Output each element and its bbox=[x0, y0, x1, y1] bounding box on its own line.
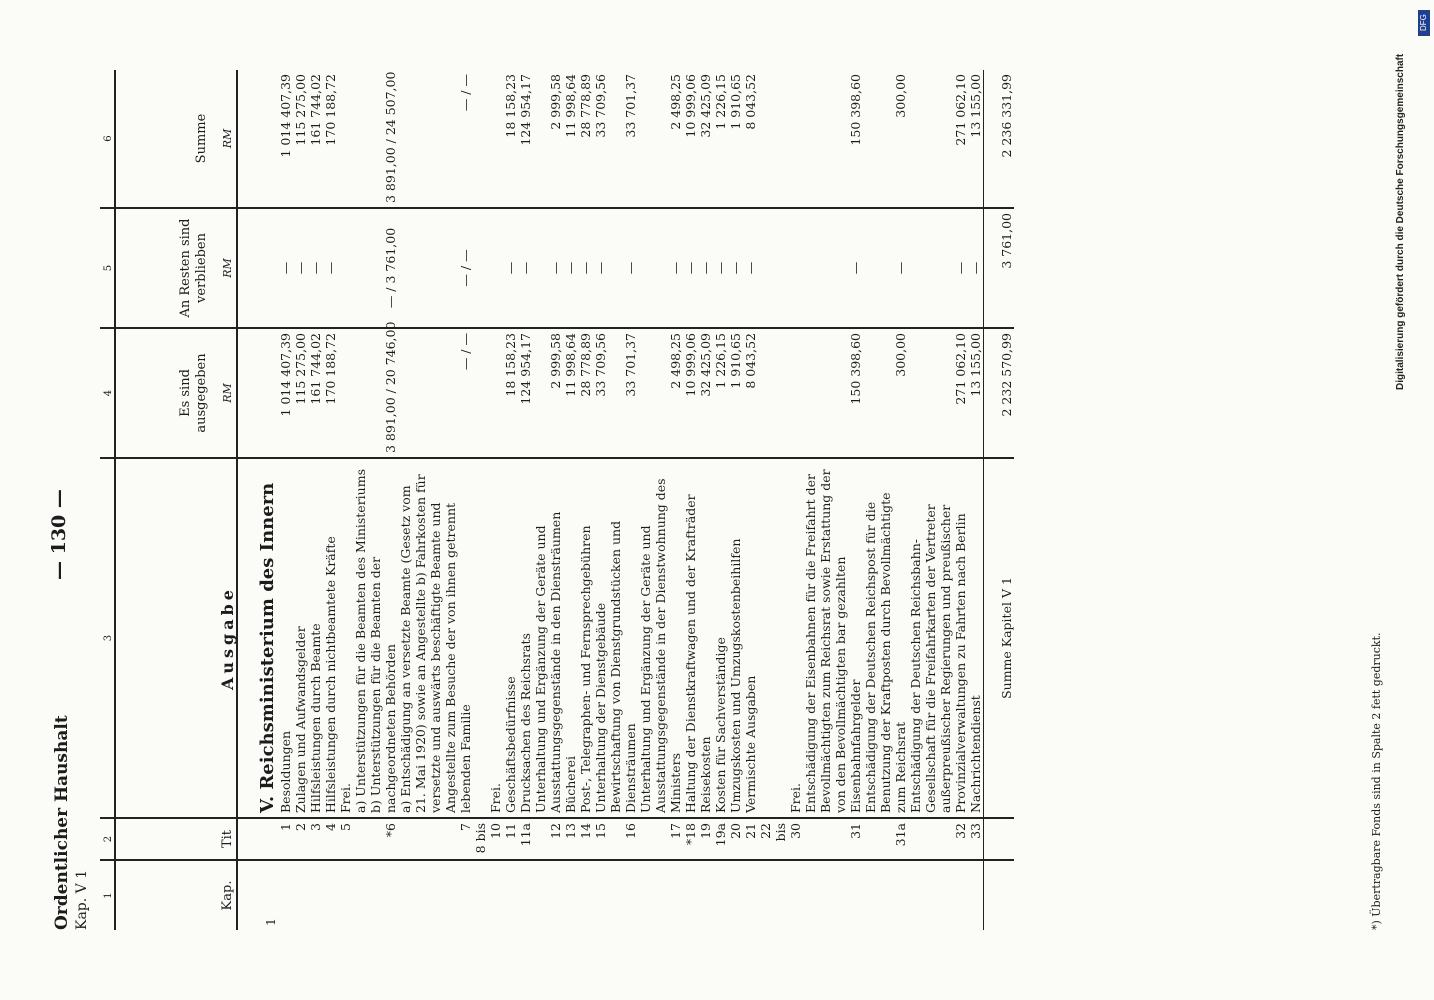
section-empty-6 bbox=[237, 70, 278, 208]
row-ausgegeben: 300,00 bbox=[863, 328, 908, 458]
footnote: *) Übertragbare Fonds sind in Spalte 2 fett gedruckt. bbox=[1370, 632, 1383, 930]
header-resten-label: An Resten sind verblieben bbox=[178, 218, 209, 318]
row-kap bbox=[533, 860, 563, 930]
page-number: — 130 — bbox=[48, 489, 70, 580]
table-row bbox=[533, 70, 563, 930]
header-ausgabe: Ausgabe bbox=[115, 458, 237, 818]
row-ausgegeben bbox=[338, 328, 353, 458]
col-number-1: 1 bbox=[100, 860, 115, 930]
row-summe bbox=[758, 70, 803, 208]
row-ausgegeben: 2 999,58 bbox=[533, 328, 563, 458]
table-row bbox=[728, 70, 743, 930]
row-summe: 8 043,52 bbox=[743, 70, 758, 208]
table-row bbox=[563, 70, 578, 930]
row-resten: — / — bbox=[398, 208, 473, 328]
total-label: Summe Kapitel V 1 bbox=[984, 458, 1015, 818]
row-summe: 10 999,06 bbox=[683, 70, 698, 208]
row-description: Vermischte Ausgaben bbox=[743, 458, 758, 818]
row-resten bbox=[758, 208, 803, 328]
row-description: Unterhaltung der Dienstgebäude bbox=[593, 458, 608, 818]
row-description: Bücherei bbox=[563, 458, 578, 818]
row-kap bbox=[323, 860, 338, 930]
row-summe bbox=[338, 70, 353, 208]
row-tit: 16 bbox=[608, 818, 638, 860]
row-resten: — bbox=[863, 208, 908, 328]
col-number-2: 2 bbox=[100, 818, 115, 860]
row-ausgegeben: 170 188,72 bbox=[323, 328, 338, 458]
row-ausgegeben: 271 062,10 bbox=[908, 328, 968, 458]
row-kap bbox=[743, 860, 758, 930]
row-resten: — bbox=[728, 208, 743, 328]
row-ausgegeben bbox=[473, 328, 503, 458]
chapter-label: Kap. V 1 bbox=[74, 869, 90, 930]
row-kap bbox=[728, 860, 743, 930]
row-tit: 11a bbox=[518, 818, 533, 860]
table-row bbox=[908, 70, 968, 930]
row-tit: 13 bbox=[563, 818, 578, 860]
table-row bbox=[578, 70, 593, 930]
total-row bbox=[984, 70, 1015, 930]
row-tit: 5 bbox=[338, 818, 353, 860]
row-tit: 1 bbox=[278, 818, 293, 860]
row-ausgegeben: 3 891,00 / 20 746,00 bbox=[353, 328, 398, 458]
row-summe: 271 062,10 bbox=[908, 70, 968, 208]
section-empty-5 bbox=[237, 208, 278, 328]
row-description: Nachrichtendienst bbox=[968, 458, 984, 818]
table-row bbox=[278, 70, 293, 930]
row-kap bbox=[578, 860, 593, 930]
row-resten: — bbox=[578, 208, 593, 328]
unit-label: RM bbox=[221, 128, 234, 149]
table-row bbox=[338, 70, 353, 930]
row-tit: 17 bbox=[638, 818, 683, 860]
table-row bbox=[323, 70, 338, 930]
dfg-logo: DFG bbox=[1418, 10, 1430, 36]
table-row bbox=[293, 70, 308, 930]
row-description: Hilfsleistungen durch Beamte bbox=[308, 458, 323, 818]
table-row bbox=[353, 70, 398, 930]
row-ausgegeben: 18 158,23 bbox=[503, 328, 518, 458]
header-kap: Kap. bbox=[115, 860, 237, 930]
section-empty-4 bbox=[237, 328, 278, 458]
col-number-4: 4 bbox=[100, 328, 115, 458]
row-description: a) Entschädigung an versetzte Beamte (Gesetz vom 21. Mai 1920) sowie an Angestellte b) Fahrkosten für versetzte und auswärts beschäftigte Beamte und Angestellte zum Besuche der von ihnen getrennt lebenden Familie bbox=[398, 458, 473, 818]
row-resten: — bbox=[308, 208, 323, 328]
table-row bbox=[608, 70, 638, 930]
row-summe: 32 425,09 bbox=[698, 70, 713, 208]
row-description: Entschädigung der Deutschen Reichsbahn-Gesellschaft für die Freifahrkarten der Vertreter außerpreußischer Regierungen und preußischer Provinzialverwaltungen zu Fahrten nach Berlin bbox=[908, 458, 968, 818]
row-kap bbox=[338, 860, 353, 930]
row-ausgegeben: 161 744,02 bbox=[308, 328, 323, 458]
row-tit: *6 bbox=[353, 818, 398, 860]
row-tit: *18 bbox=[683, 818, 698, 860]
ledger-table bbox=[100, 70, 1014, 930]
table-row bbox=[713, 70, 728, 930]
row-description: a) Unterstützungen für die Beamten des Ministeriums b) Unterstützungen für die Beamten der nachgeordneten Behörden bbox=[353, 458, 398, 818]
row-resten: — bbox=[278, 208, 293, 328]
row-ausgegeben: 10 999,06 bbox=[683, 328, 698, 458]
row-tit: 19 bbox=[698, 818, 713, 860]
row-resten: — bbox=[323, 208, 338, 328]
row-ausgegeben: 33 701,37 bbox=[608, 328, 638, 458]
row-description: Post-, Telegraphen- und Fernsprechgebühren bbox=[578, 458, 593, 818]
column-number-row bbox=[100, 70, 115, 930]
header-summe-label: Summe bbox=[194, 113, 209, 164]
row-description: Unterhaltung und Ergänzung der Geräte und Ausstattungsgegenstände in den Diensträumen bbox=[533, 458, 563, 818]
row-ausgegeben: 11 998,64 bbox=[563, 328, 578, 458]
row-summe: 115 275,00 bbox=[293, 70, 308, 208]
row-resten: — bbox=[503, 208, 518, 328]
table-row bbox=[473, 70, 503, 930]
row-summe: 3 891,00 / 24 507,00 bbox=[353, 70, 398, 208]
row-tit: 11 bbox=[503, 818, 518, 860]
row-description: Drucksachen des Reichsrats bbox=[518, 458, 533, 818]
row-tit: 4 bbox=[323, 818, 338, 860]
row-summe: 2 498,25 bbox=[638, 70, 683, 208]
row-resten: — bbox=[638, 208, 683, 328]
column-header-row bbox=[115, 70, 237, 930]
row-tit: 7 bbox=[398, 818, 473, 860]
digitization-credit: Digitalisierung gefördert durch die Deutsche Forschungsgemeinschaft bbox=[1395, 53, 1406, 390]
row-ausgegeben: 1 910,65 bbox=[728, 328, 743, 458]
row-description: Haltung der Dienstkraftwagen und der Krafträder bbox=[683, 458, 698, 818]
row-summe: 1 226,15 bbox=[713, 70, 728, 208]
row-description: Reisekosten bbox=[698, 458, 713, 818]
header-tit: Tit bbox=[115, 818, 237, 860]
row-summe: 1 014 407,39 bbox=[278, 70, 293, 208]
row-kap bbox=[278, 860, 293, 930]
row-tit: 31a bbox=[863, 818, 908, 860]
row-resten: — bbox=[608, 208, 638, 328]
row-tit: 20 bbox=[728, 818, 743, 860]
row-resten: — / 3 761,00 bbox=[353, 208, 398, 328]
row-kap bbox=[683, 860, 698, 930]
row-description: Besoldungen bbox=[278, 458, 293, 818]
row-kap bbox=[638, 860, 683, 930]
row-ausgegeben: 28 778,89 bbox=[578, 328, 593, 458]
col-number-6: 6 bbox=[100, 70, 115, 208]
row-resten: — bbox=[593, 208, 608, 328]
row-description: Entschädigung der Eisenbahnen für die Freifahrt der Bevollmächtigten zum Reichsrat sowie Erstattung der von den Bevollmächtigten bar gezahlten Eisenbahnfahrgelder bbox=[803, 458, 863, 818]
unit-label: RM bbox=[221, 383, 234, 403]
header-resten bbox=[115, 208, 237, 328]
row-kap bbox=[908, 860, 968, 930]
row-ausgegeben: 115 275,00 bbox=[293, 328, 308, 458]
header-ausgegeben bbox=[115, 328, 237, 458]
row-ausgegeben: 150 398,60 bbox=[803, 328, 863, 458]
row-kap bbox=[698, 860, 713, 930]
row-description: Hilfsleistungen durch nichtbeamtete Kräfte bbox=[323, 458, 338, 818]
row-ausgegeben: 33 709,56 bbox=[593, 328, 608, 458]
row-tit: 33 bbox=[968, 818, 984, 860]
row-kap bbox=[803, 860, 863, 930]
total-ausgegeben: 2 232 570,99 bbox=[984, 328, 1015, 458]
row-ausgegeben: — / — bbox=[398, 328, 473, 458]
row-description: Zulagen und Aufwandsgelder bbox=[293, 458, 308, 818]
row-kap bbox=[863, 860, 908, 930]
row-tit: 21 bbox=[743, 818, 758, 860]
row-description: Geschäftsbedürfnisse bbox=[503, 458, 518, 818]
table-row bbox=[683, 70, 698, 930]
table-row bbox=[743, 70, 758, 930]
row-kap bbox=[968, 860, 984, 930]
col-number-3: 3 bbox=[100, 458, 115, 818]
row-tit: 19a bbox=[713, 818, 728, 860]
row-kap bbox=[758, 860, 803, 930]
row-description: Frei. bbox=[338, 458, 353, 818]
table-row bbox=[308, 70, 323, 930]
section-kap: 1 bbox=[263, 918, 278, 926]
row-description: Kosten für Sachverständige bbox=[713, 458, 728, 818]
row-tit: 22 bis 30 bbox=[758, 818, 803, 860]
row-kap bbox=[713, 860, 728, 930]
budget-title: Ordentlicher Haushalt bbox=[52, 715, 72, 930]
row-summe bbox=[473, 70, 503, 208]
row-tit: 15 bbox=[593, 818, 608, 860]
row-kap bbox=[353, 860, 398, 930]
row-resten: — bbox=[518, 208, 533, 328]
row-summe: 1 910,65 bbox=[728, 70, 743, 208]
row-resten: — bbox=[803, 208, 863, 328]
row-tit: 2 bbox=[293, 818, 308, 860]
row-summe: 33 701,37 bbox=[608, 70, 638, 208]
row-description: Bewirtschaftung von Dienstgrundstücken und Diensträumen bbox=[608, 458, 638, 818]
row-kap bbox=[563, 860, 578, 930]
row-kap bbox=[518, 860, 533, 930]
table-row bbox=[758, 70, 803, 930]
total-resten: 3 761,00 bbox=[984, 208, 1015, 328]
row-ausgegeben: 124 954,17 bbox=[518, 328, 533, 458]
row-resten bbox=[473, 208, 503, 328]
row-kap bbox=[473, 860, 503, 930]
unit-label: RM bbox=[221, 258, 234, 278]
row-tit: 32 bbox=[908, 818, 968, 860]
row-description: Frei. bbox=[473, 458, 503, 818]
row-summe: 2 999,58 bbox=[533, 70, 563, 208]
row-resten: — bbox=[293, 208, 308, 328]
row-resten: — bbox=[908, 208, 968, 328]
row-kap bbox=[503, 860, 518, 930]
row-summe: — / — bbox=[398, 70, 473, 208]
row-description: Frei. bbox=[758, 458, 803, 818]
row-description: Unterhaltung und Ergänzung der Geräte und Ausstattungsgegenstände in der Dienstwohnung des Ministers bbox=[638, 458, 683, 818]
row-tit: 31 bbox=[803, 818, 863, 860]
row-summe: 28 778,89 bbox=[578, 70, 593, 208]
table-row bbox=[638, 70, 683, 930]
table-row bbox=[503, 70, 518, 930]
row-summe: 300,00 bbox=[863, 70, 908, 208]
ledger-body bbox=[237, 70, 984, 930]
row-ausgegeben: 13 155,00 bbox=[968, 328, 984, 458]
col-number-5: 5 bbox=[100, 208, 115, 328]
section-tit-empty bbox=[237, 818, 278, 860]
row-ausgegeben: 8 043,52 bbox=[743, 328, 758, 458]
row-description: Umzugskosten und Umzugskostenbeihilfen bbox=[728, 458, 743, 818]
row-ausgegeben bbox=[758, 328, 803, 458]
row-kap bbox=[593, 860, 608, 930]
row-summe: 124 954,17 bbox=[518, 70, 533, 208]
row-tit: 14 bbox=[578, 818, 593, 860]
section-title: V. Reichsministerium des Innern bbox=[237, 458, 278, 818]
row-summe: 18 158,23 bbox=[503, 70, 518, 208]
row-tit: 12 bbox=[533, 818, 563, 860]
row-ausgegeben: 1 226,15 bbox=[713, 328, 728, 458]
total-kap-empty bbox=[984, 860, 1015, 930]
row-summe: 13 155,00 bbox=[968, 70, 984, 208]
table-row bbox=[398, 70, 473, 930]
total-tit-empty bbox=[984, 818, 1015, 860]
row-kap bbox=[293, 860, 308, 930]
row-resten: — bbox=[683, 208, 698, 328]
row-summe: 150 398,60 bbox=[803, 70, 863, 208]
row-tit: 3 bbox=[308, 818, 323, 860]
section-row bbox=[237, 70, 278, 930]
row-kap bbox=[308, 860, 323, 930]
row-resten: — bbox=[968, 208, 984, 328]
table-row bbox=[518, 70, 533, 930]
row-summe: 170 188,72 bbox=[323, 70, 338, 208]
row-summe: 11 998,64 bbox=[563, 70, 578, 208]
table-row bbox=[968, 70, 984, 930]
row-ausgegeben: 1 014 407,39 bbox=[278, 328, 293, 458]
row-ausgegeben: 2 498,25 bbox=[638, 328, 683, 458]
table-row bbox=[863, 70, 908, 930]
table-row bbox=[803, 70, 863, 930]
row-ausgegeben: 32 425,09 bbox=[698, 328, 713, 458]
row-summe: 33 709,56 bbox=[593, 70, 608, 208]
row-kap bbox=[608, 860, 638, 930]
table-row bbox=[698, 70, 713, 930]
row-resten: — bbox=[533, 208, 563, 328]
header-ausgegeben-label: Es sind ausgegeben bbox=[178, 353, 209, 433]
row-resten: — bbox=[713, 208, 728, 328]
row-kap bbox=[398, 860, 473, 930]
table-row bbox=[593, 70, 608, 930]
total-summe: 2 236 331,99 bbox=[984, 70, 1015, 208]
row-resten: — bbox=[743, 208, 758, 328]
row-summe: 161 744,02 bbox=[308, 70, 323, 208]
row-tit: 8 bis 10 bbox=[473, 818, 503, 860]
header-summe bbox=[115, 70, 237, 208]
row-description: Entschädigung der Deutschen Reichspost für die Benutzung der Kraftposten durch Bevollmächtigte zum Reichsrat bbox=[863, 458, 908, 818]
row-resten: — bbox=[563, 208, 578, 328]
row-resten bbox=[338, 208, 353, 328]
row-resten: — bbox=[698, 208, 713, 328]
